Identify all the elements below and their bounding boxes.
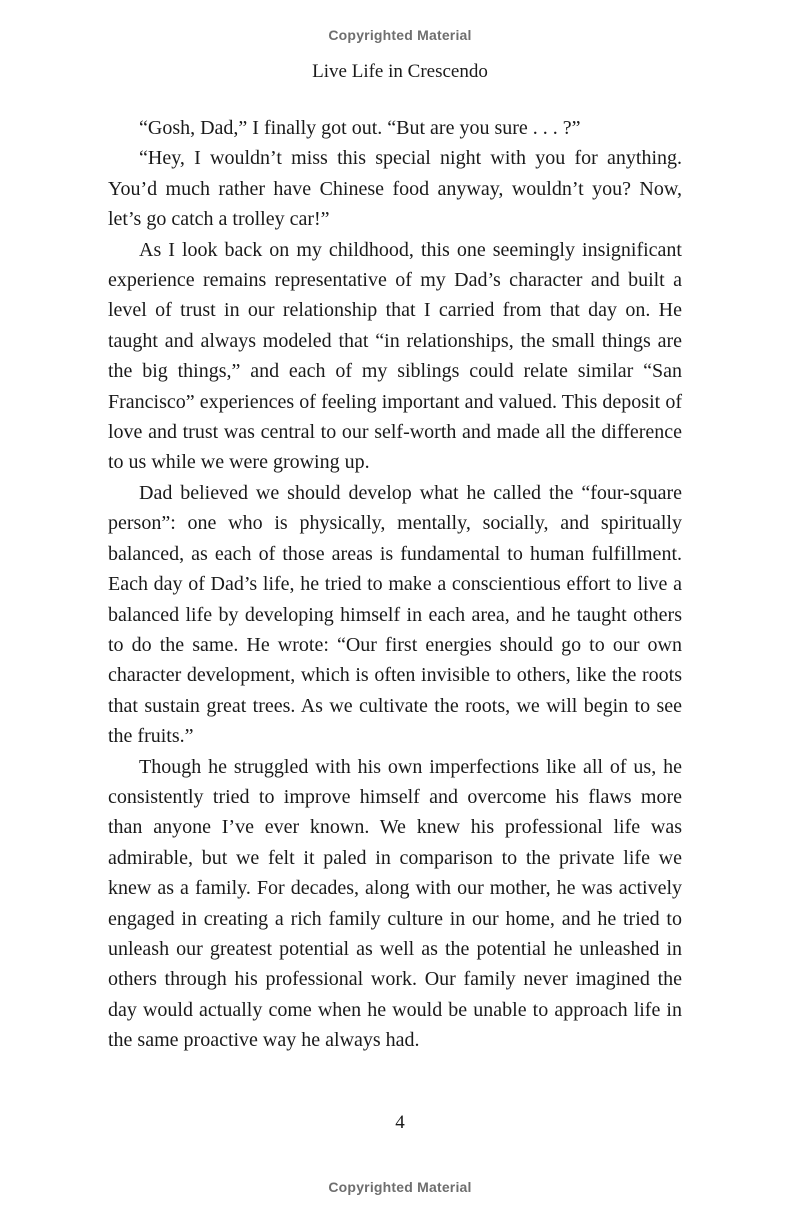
body-text [108, 113, 682, 1056]
running-head-title: Live Life in Crescendo [312, 61, 488, 82]
paragraph-3: As I look back on my childhood, this one seemingly insignificant experience remains representative of my Dad’s character and built a level of trust in our relationship that I carried from that day on. He taught and always modeled that “in relationships, the small things are the big things,” and each of my siblings could relate similar “San Francisco” experiences of feeling important and valued. This deposit of love and trust was central to our self-worth and made all the difference to us while we were growing up. [108, 238, 682, 474]
copyright-watermark-top: Copyrighted Material [328, 27, 472, 43]
copyright-watermark-bottom: Copyrighted Material [328, 1179, 472, 1195]
paragraph-1: “Gosh, Dad,” I finally got out. “But are you sure . . . ?” [139, 117, 581, 139]
paragraph-4: Dad believed we should develop what he called the “four-square person”: one who is physically, mentally, socially, and spiritually balanced, as each of those areas is fundamental to human fulfillment. Each day of Dad’s life, he tried to make a conscientious effort to live a balanced life by developing himself in each area, and he taught others to do the same. He wrote: “Our first energies should go to our own character development, which is often invisible to others, like the roots that sustain great trees. As we cultivate the roots, we will begin to see the fruits.” [108, 481, 682, 748]
page-number: 4 [395, 1112, 405, 1133]
paragraph-5: Though he struggled with his own imperfections like all of us, he consistently tried to improve himself and overcome his flaws more than anyone I’ve ever known. We knew his professional life was admirable, but we felt it paled in comparison to the private life we knew as a family. For decades, along with our mother, he was actively engaged in creating a rich family culture in our home, and he tried to unleash our greatest potential as well as the potential he unleashed in others through his professional work. Our family never imagined the day would actually come when he would be unable to approach life in the same proactive way he always had. [108, 755, 682, 1052]
paragraph-2: “Hey, I wouldn’t miss this special night with you for anything. You’d much rather have Chinese food anyway, wouldn’t you? Now, let’s go catch a trolley car!” [108, 147, 682, 231]
